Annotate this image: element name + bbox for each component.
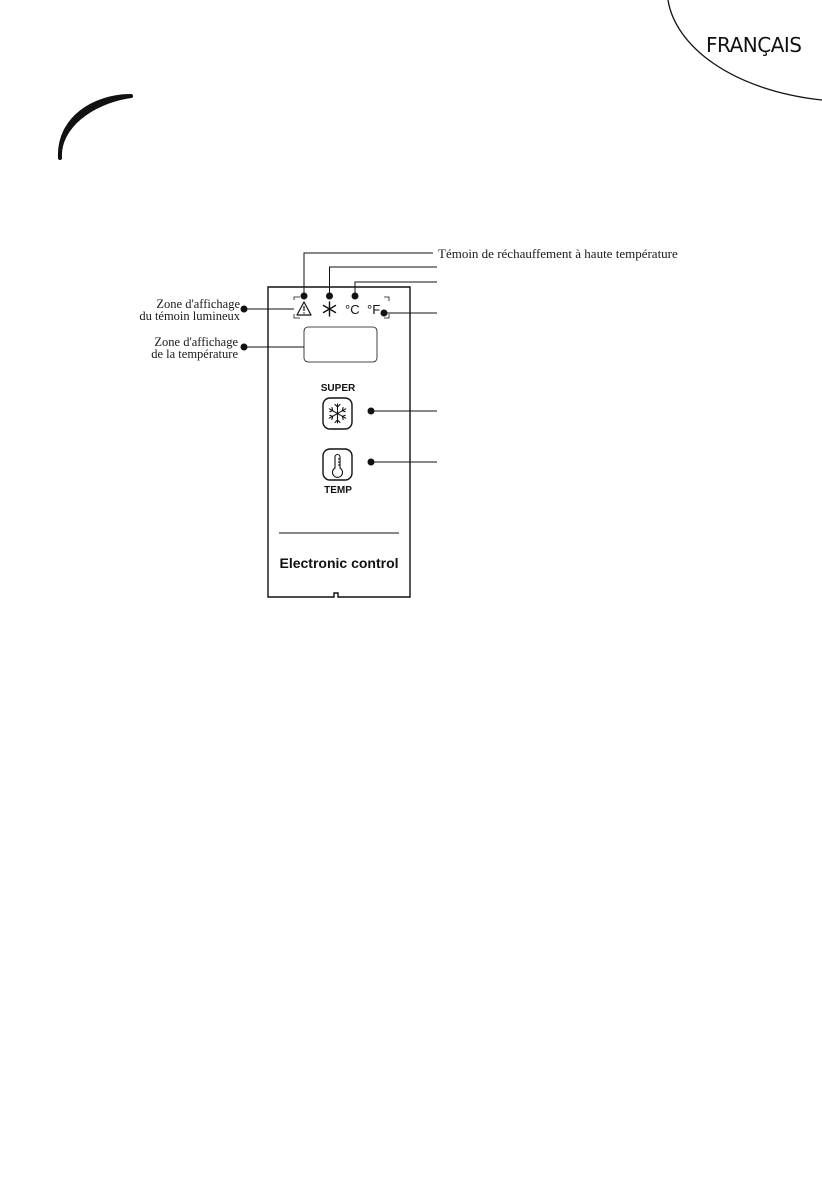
temperature-zone-callout-line2: de la température <box>151 347 238 361</box>
control-panel-outline <box>268 287 410 597</box>
celsius-symbol: °C <box>345 302 360 317</box>
temp-button-label: TEMP <box>324 485 352 496</box>
fahrenheit-symbol: °F <box>367 302 381 317</box>
indicator-zone-callout-line2: du témoin lumineux <box>139 309 240 323</box>
callout-dots <box>241 293 388 466</box>
warning-triangle-icon <box>297 302 311 315</box>
snowflake-indicator-icon <box>324 302 336 316</box>
warning-led-callout: Témoin de réchauffement à haute température <box>438 246 678 261</box>
thermometer-icon <box>332 455 342 478</box>
super-button <box>323 398 352 429</box>
temperature-display-window <box>304 327 377 362</box>
temperature-zone-callout-line1: Zone d'affichage <box>154 335 238 349</box>
super-button-label: SUPER <box>320 383 356 394</box>
decorative-swoosh <box>60 96 131 158</box>
temp-button <box>323 449 352 480</box>
language-tab: FRANÇAIS <box>706 33 802 57</box>
snowflake-icon <box>329 404 345 423</box>
panel-footer-title: Electronic control <box>279 555 399 571</box>
callout-leaders <box>244 253 437 462</box>
indicator-zone-callout-line1: Zone d'affichage <box>156 297 240 311</box>
